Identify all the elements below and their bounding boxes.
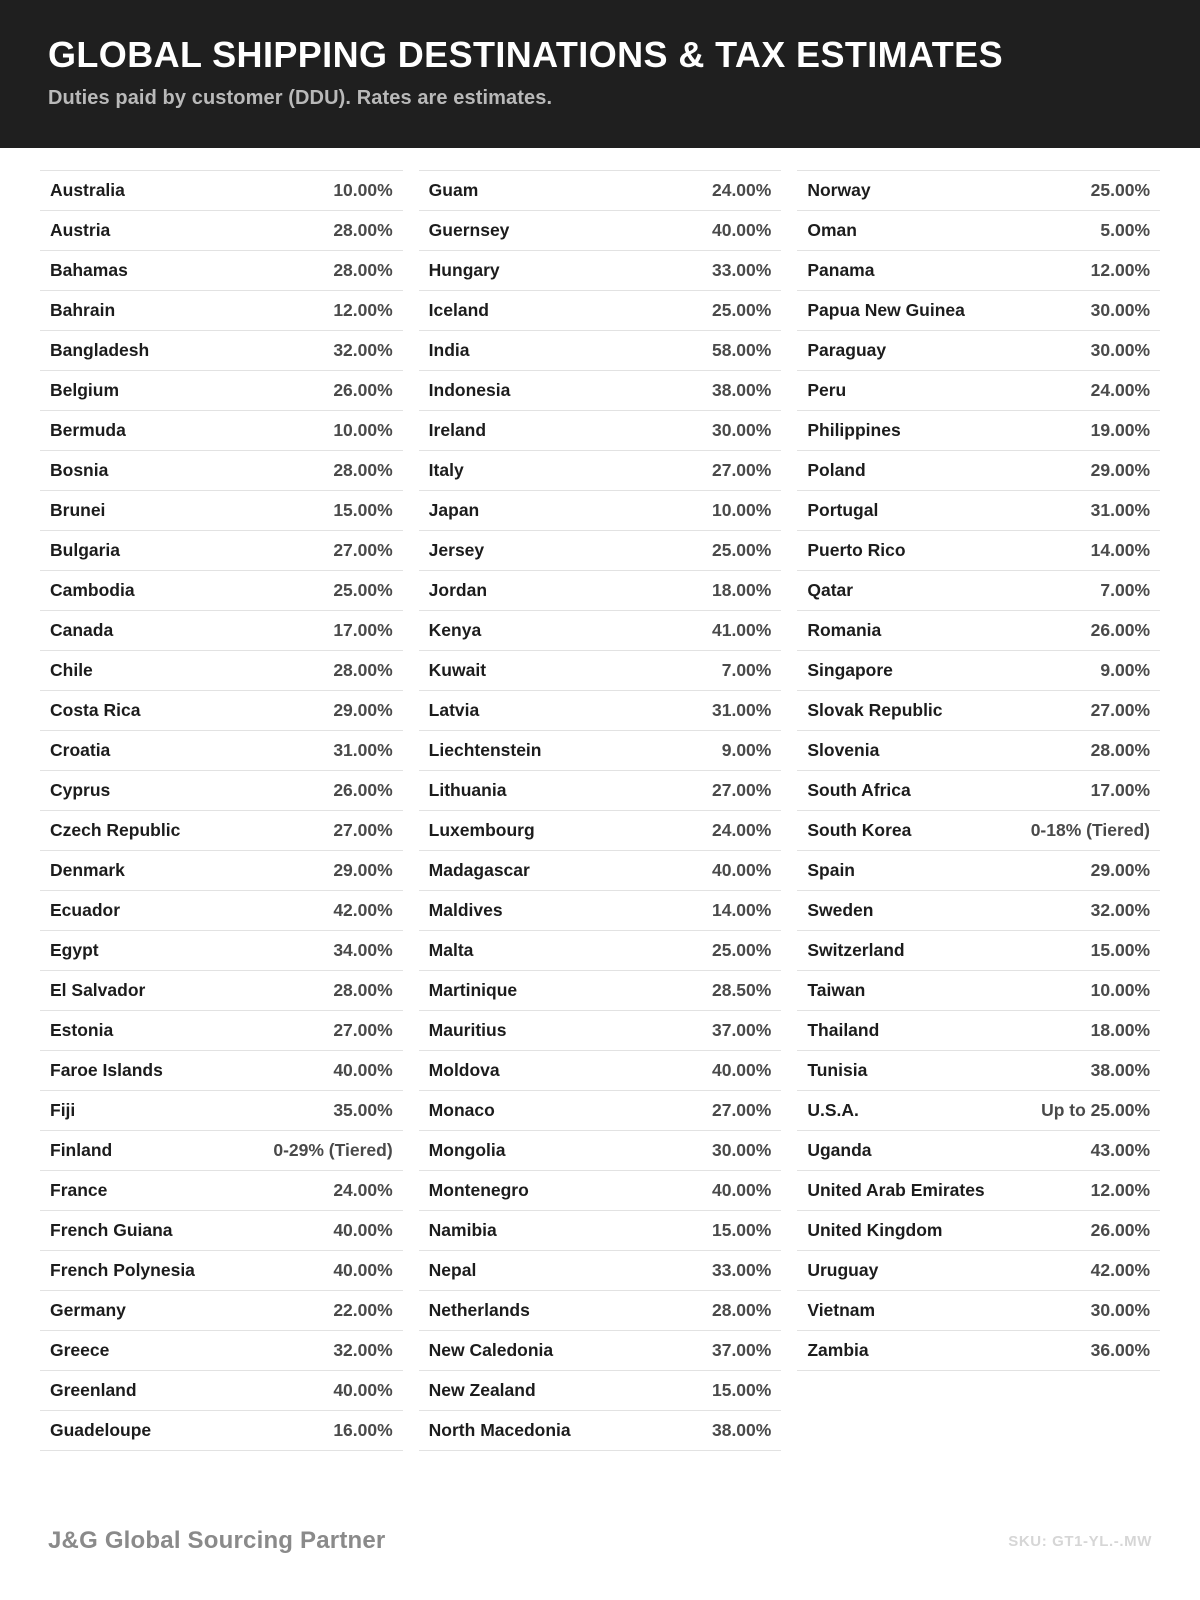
- tax-rate-value: 10.00%: [333, 420, 393, 440]
- tax-rate-value: 15.00%: [333, 500, 393, 520]
- table-row: [419, 491, 782, 531]
- country-label: Qatar: [807, 580, 854, 600]
- page-subtitle: Duties paid by customer (DDU). Rates are estimates.: [48, 87, 553, 110]
- country-label: El Salvador: [50, 980, 146, 1000]
- table-row: [797, 491, 1160, 531]
- table-row: [419, 1171, 782, 1211]
- table-row: [419, 1291, 782, 1331]
- destination-column-3: [797, 170, 1160, 1371]
- tax-rate-value: 40.00%: [333, 1220, 393, 1240]
- table-row: [40, 211, 403, 251]
- country-label: Austria: [50, 220, 111, 240]
- table-row: [40, 371, 403, 411]
- country-label: Nepal: [428, 1260, 477, 1280]
- tax-rate-value: 27.00%: [333, 1020, 393, 1040]
- table-row: [419, 451, 782, 491]
- tax-rate-value: 40.00%: [333, 1260, 393, 1280]
- tax-rate-value: 15.00%: [711, 1380, 772, 1400]
- table-row: [419, 611, 782, 651]
- tax-rate-value: 40.00%: [711, 1060, 772, 1080]
- tax-rate-value: 37.00%: [711, 1020, 772, 1040]
- table-row: [797, 211, 1160, 251]
- table-row: [419, 731, 782, 771]
- tax-rate-value: 32.00%: [333, 340, 393, 360]
- table-row: [419, 1011, 782, 1051]
- tax-rate-value: 29.00%: [333, 700, 393, 720]
- country-label: Liechtenstein: [428, 740, 542, 760]
- table-row: [419, 811, 782, 851]
- country-label: Iceland: [428, 300, 489, 320]
- destination-column-2: [419, 170, 782, 1451]
- tax-rate-value: 30.00%: [1090, 340, 1151, 360]
- country-label: Luxembourg: [428, 820, 535, 840]
- table-row: [419, 571, 782, 611]
- country-label: Jordan: [428, 580, 488, 600]
- tax-rate-value: 25.00%: [333, 580, 393, 600]
- country-label: South Korea: [807, 820, 912, 840]
- table-row: [40, 491, 403, 531]
- tax-rate-value: 15.00%: [1090, 940, 1151, 960]
- table-row: [419, 1211, 782, 1251]
- table-row: [40, 1331, 403, 1371]
- table-row: [797, 451, 1160, 491]
- country-label: United Arab Emirates: [807, 1180, 985, 1200]
- country-label: Philippines: [807, 420, 901, 440]
- table-row: [40, 531, 403, 571]
- country-label: French Polynesia: [50, 1260, 195, 1280]
- tax-rate-value: 24.00%: [711, 820, 772, 840]
- country-label: Guernsey: [428, 220, 510, 240]
- table-row: [419, 651, 782, 691]
- page-footer: [0, 1482, 1200, 1600]
- country-label: Netherlands: [428, 1300, 530, 1320]
- country-label: Taiwan: [807, 980, 866, 1000]
- tax-rate-value: 30.00%: [711, 1140, 772, 1160]
- country-label: India: [428, 340, 470, 360]
- tax-rate-value: 28.50%: [711, 980, 772, 1000]
- tax-rate-value: 14.00%: [711, 900, 772, 920]
- country-label: Switzerland: [807, 940, 905, 960]
- country-label: Slovenia: [807, 740, 880, 760]
- table-row: [797, 1331, 1160, 1371]
- tax-rate-value: 58.00%: [711, 340, 772, 360]
- tax-rate-value: 30.00%: [711, 420, 772, 440]
- table-row: [797, 411, 1160, 451]
- tax-rate-value: 32.00%: [1090, 900, 1151, 920]
- tax-rate-value: 32.00%: [333, 1340, 393, 1360]
- table-row: [40, 571, 403, 611]
- table-row: [797, 651, 1160, 691]
- tax-rate-value: 28.00%: [711, 1300, 772, 1320]
- tax-rate-value: 27.00%: [333, 820, 393, 840]
- tax-rate-value: 9.00%: [721, 740, 772, 760]
- country-label: Montenegro: [428, 1180, 529, 1200]
- country-label: Estonia: [50, 1020, 114, 1040]
- country-label: Jersey: [428, 540, 485, 560]
- tax-rate-value: 26.00%: [333, 780, 393, 800]
- tax-rate-value: 26.00%: [333, 380, 393, 400]
- country-label: Italy: [428, 460, 464, 480]
- tax-rate-value: 5.00%: [1100, 220, 1151, 240]
- tax-rate-value: 41.00%: [711, 620, 772, 640]
- table-row: [419, 691, 782, 731]
- table-row: [419, 1091, 782, 1131]
- table-row: [419, 251, 782, 291]
- country-label: Monaco: [428, 1100, 495, 1120]
- tax-rate-value: 42.00%: [333, 900, 393, 920]
- table-row: [797, 611, 1160, 651]
- table-row: [419, 211, 782, 251]
- tax-rate-value: 31.00%: [1090, 500, 1151, 520]
- table-row: [419, 1131, 782, 1171]
- destination-columns: [0, 148, 1200, 1482]
- tax-rate-value: 28.00%: [333, 260, 393, 280]
- table-row: [797, 1011, 1160, 1051]
- tax-rate-value: 27.00%: [711, 780, 772, 800]
- table-row: [419, 931, 782, 971]
- tax-rate-value: 30.00%: [1090, 1300, 1151, 1320]
- table-row: [40, 411, 403, 451]
- table-row: [40, 611, 403, 651]
- country-label: Malta: [428, 940, 474, 960]
- country-label: Maldives: [428, 900, 503, 920]
- tax-rate-value: 40.00%: [711, 860, 772, 880]
- country-label: Greece: [50, 1340, 110, 1360]
- tax-rate-value: 24.00%: [711, 180, 772, 200]
- table-row: [40, 891, 403, 931]
- table-row: [40, 691, 403, 731]
- tax-rate-value: 37.00%: [711, 1340, 772, 1360]
- table-row: [419, 771, 782, 811]
- tax-rate-value: 16.00%: [333, 1420, 393, 1440]
- tax-rate-value: 25.00%: [711, 940, 772, 960]
- country-label: Martinique: [428, 980, 518, 1000]
- tax-rate-value: 26.00%: [1090, 620, 1151, 640]
- tax-rate-value: 28.00%: [333, 660, 393, 680]
- country-label: Oman: [807, 220, 857, 240]
- tax-rate-value: 18.00%: [1090, 1020, 1151, 1040]
- tax-rate-value: 10.00%: [711, 500, 772, 520]
- country-label: France: [50, 1180, 108, 1200]
- tax-rate-value: 12.00%: [333, 300, 393, 320]
- country-label: Vietnam: [807, 1300, 876, 1320]
- table-row: [40, 1091, 403, 1131]
- country-label: Belgium: [50, 380, 120, 400]
- country-label: Moldova: [428, 1060, 500, 1080]
- country-label: Puerto Rico: [807, 540, 906, 560]
- tax-rate-value: 0-18% (Tiered): [1030, 820, 1151, 840]
- table-row: [797, 531, 1160, 571]
- table-row: [797, 811, 1160, 851]
- table-row: [419, 1411, 782, 1451]
- table-row: [797, 331, 1160, 371]
- country-label: Chile: [50, 660, 93, 680]
- table-row: [797, 371, 1160, 411]
- tax-rate-value: 24.00%: [1090, 380, 1151, 400]
- tax-rate-value: 10.00%: [1090, 980, 1151, 1000]
- tax-rate-value: 27.00%: [333, 540, 393, 560]
- country-label: Canada: [50, 620, 114, 640]
- table-row: [419, 291, 782, 331]
- table-row: [419, 1051, 782, 1091]
- destination-column-1: [40, 170, 403, 1451]
- table-row: [40, 731, 403, 771]
- country-label: Costa Rica: [50, 700, 141, 720]
- table-row: [40, 1211, 403, 1251]
- tax-rate-value: 17.00%: [333, 620, 393, 640]
- table-row: [40, 1051, 403, 1091]
- country-label: Romania: [807, 620, 882, 640]
- table-row: [419, 331, 782, 371]
- country-label: North Macedonia: [428, 1420, 571, 1440]
- country-label: Uganda: [807, 1140, 872, 1160]
- tax-rate-value: 30.00%: [1090, 300, 1151, 320]
- country-label: Finland: [50, 1140, 113, 1160]
- tax-rate-value: 40.00%: [711, 220, 772, 240]
- tax-rate-value: 33.00%: [711, 260, 772, 280]
- table-row: [40, 1291, 403, 1331]
- country-label: Sweden: [807, 900, 874, 920]
- country-label: Papua New Guinea: [807, 300, 965, 320]
- tax-rate-value: 27.00%: [711, 460, 772, 480]
- country-label: Cyprus: [50, 780, 111, 800]
- tax-rate-value: 31.00%: [333, 740, 393, 760]
- page-header: [0, 0, 1200, 148]
- country-label: Slovak Republic: [807, 700, 943, 720]
- tax-rate-value: 36.00%: [1090, 1340, 1151, 1360]
- country-label: Peru: [807, 380, 847, 400]
- country-label: Tunisia: [807, 1060, 868, 1080]
- country-label: United Kingdom: [807, 1220, 943, 1240]
- tax-rate-value: 28.00%: [333, 980, 393, 1000]
- country-label: New Zealand: [428, 1380, 536, 1400]
- table-row: [797, 971, 1160, 1011]
- table-row: [40, 331, 403, 371]
- country-label: Australia: [50, 180, 125, 200]
- country-label: Uruguay: [807, 1260, 879, 1280]
- tax-rate-value: 43.00%: [1090, 1140, 1151, 1160]
- table-row: [797, 251, 1160, 291]
- table-row: [40, 1251, 403, 1291]
- footer-sku: SKU: GT1-YL.-.MW: [1008, 1532, 1152, 1550]
- table-row: [797, 1171, 1160, 1211]
- tax-rate-value: 29.00%: [1090, 860, 1151, 880]
- tax-rate-value: 10.00%: [333, 180, 393, 200]
- tax-rate-value: 31.00%: [711, 700, 772, 720]
- tax-rate-value: 40.00%: [711, 1180, 772, 1200]
- table-row: [797, 1091, 1160, 1131]
- table-row: [419, 411, 782, 451]
- table-row: [797, 1251, 1160, 1291]
- table-row: [797, 1291, 1160, 1331]
- table-row: [797, 1211, 1160, 1251]
- table-row: [40, 170, 403, 211]
- table-row: [40, 1131, 403, 1171]
- tax-rate-value: 26.00%: [1090, 1220, 1151, 1240]
- country-label: Ireland: [428, 420, 487, 440]
- tax-rate-value: 24.00%: [333, 1180, 393, 1200]
- table-row: [40, 851, 403, 891]
- tax-rate-value: 40.00%: [333, 1380, 393, 1400]
- country-label: Guam: [428, 180, 479, 200]
- country-label: Thailand: [807, 1020, 880, 1040]
- tax-rate-value: 27.00%: [711, 1100, 772, 1120]
- country-label: Poland: [807, 460, 866, 480]
- country-label: Spain: [807, 860, 855, 880]
- tax-rate-value: 42.00%: [1090, 1260, 1151, 1280]
- country-label: Cambodia: [50, 580, 135, 600]
- table-row: [797, 1051, 1160, 1091]
- table-row: [797, 1131, 1160, 1171]
- country-label: Bermuda: [50, 420, 126, 440]
- country-label: Brunei: [50, 500, 106, 520]
- tax-rate-value: 25.00%: [711, 540, 772, 560]
- table-row: [419, 851, 782, 891]
- country-label: Czech Republic: [50, 820, 181, 840]
- country-label: Germany: [50, 1300, 126, 1320]
- country-label: Singapore: [807, 660, 893, 680]
- table-row: [797, 691, 1160, 731]
- table-row: [419, 1331, 782, 1371]
- country-label: Egypt: [50, 940, 99, 960]
- footer-brand: J&G Global Sourcing Partner: [48, 1527, 386, 1554]
- table-row: [40, 451, 403, 491]
- table-row: [40, 651, 403, 691]
- tax-rate-value: 17.00%: [1090, 780, 1151, 800]
- country-label: South Africa: [807, 780, 911, 800]
- table-row: [419, 531, 782, 571]
- country-label: Kenya: [428, 620, 482, 640]
- country-label: Bahrain: [50, 300, 116, 320]
- table-row: [797, 851, 1160, 891]
- table-row: [419, 971, 782, 1011]
- tax-rate-value: 7.00%: [1100, 580, 1151, 600]
- country-label: Greenland: [50, 1380, 137, 1400]
- table-row: [419, 371, 782, 411]
- table-row: [797, 771, 1160, 811]
- country-label: Norway: [807, 180, 871, 200]
- tax-rate-value: 14.00%: [1090, 540, 1151, 560]
- tax-rate-value: 27.00%: [1090, 700, 1151, 720]
- country-label: Bulgaria: [50, 540, 121, 560]
- table-row: [40, 251, 403, 291]
- tax-rate-value: 25.00%: [1090, 180, 1151, 200]
- table-row: [40, 291, 403, 331]
- country-label: Fiji: [50, 1100, 76, 1120]
- tax-rate-value: 28.00%: [333, 460, 393, 480]
- tax-rate-value: 33.00%: [711, 1260, 772, 1280]
- table-row: [797, 891, 1160, 931]
- tax-rate-value: 29.00%: [1090, 460, 1151, 480]
- table-row: [40, 931, 403, 971]
- tax-rate-value: 34.00%: [333, 940, 393, 960]
- tax-rate-value: 35.00%: [333, 1100, 393, 1120]
- country-label: Zambia: [807, 1340, 869, 1360]
- tax-rate-value: 19.00%: [1090, 420, 1151, 440]
- tax-rate-value: 18.00%: [711, 580, 772, 600]
- table-row: [40, 971, 403, 1011]
- country-label: Kuwait: [428, 660, 487, 680]
- country-label: Indonesia: [428, 380, 511, 400]
- tax-rate-value: 9.00%: [1100, 660, 1151, 680]
- country-label: Bangladesh: [50, 340, 150, 360]
- tax-rate-value: 0-29% (Tiered): [273, 1140, 393, 1160]
- table-row: [797, 170, 1160, 211]
- tax-rate-value: 38.00%: [1090, 1060, 1151, 1080]
- country-label: Namibia: [428, 1220, 497, 1240]
- country-label: Bahamas: [50, 260, 128, 280]
- tax-rate-value: 25.00%: [711, 300, 772, 320]
- country-label: Portugal: [807, 500, 879, 520]
- country-label: Madagascar: [428, 860, 530, 880]
- table-row: [797, 731, 1160, 771]
- country-label: Panama: [807, 260, 875, 280]
- table-row: [419, 1371, 782, 1411]
- table-row: [40, 1411, 403, 1451]
- country-label: Guadeloupe: [50, 1420, 152, 1440]
- country-label: Lithuania: [428, 780, 507, 800]
- country-label: Ecuador: [50, 900, 121, 920]
- table-row: [40, 1171, 403, 1211]
- country-label: Faroe Islands: [50, 1060, 163, 1080]
- table-row: [797, 571, 1160, 611]
- table-row: [797, 291, 1160, 331]
- country-label: Paraguay: [807, 340, 887, 360]
- table-row: [40, 1371, 403, 1411]
- tax-rate-value: 7.00%: [721, 660, 772, 680]
- country-label: Mongolia: [428, 1140, 506, 1160]
- tax-rate-value: 12.00%: [1090, 1180, 1151, 1200]
- tax-rate-value: 28.00%: [1090, 740, 1151, 760]
- table-row: [419, 1251, 782, 1291]
- table-row: [419, 891, 782, 931]
- country-label: New Caledonia: [428, 1340, 554, 1360]
- country-label: Mauritius: [428, 1020, 507, 1040]
- tax-rate-value: 29.00%: [333, 860, 393, 880]
- table-row: [40, 1011, 403, 1051]
- country-label: Croatia: [50, 740, 111, 760]
- country-label: Denmark: [50, 860, 125, 880]
- tax-rate-value: 12.00%: [1090, 260, 1151, 280]
- tax-rate-value: 38.00%: [711, 1420, 772, 1440]
- tax-rate-value: 38.00%: [711, 380, 772, 400]
- country-label: Japan: [428, 500, 480, 520]
- tax-rate-value: 22.00%: [333, 1300, 393, 1320]
- country-label: Bosnia: [50, 460, 109, 480]
- country-label: Hungary: [428, 260, 500, 280]
- table-row: [40, 771, 403, 811]
- tax-rate-value: 40.00%: [333, 1060, 393, 1080]
- country-label: French Guiana: [50, 1220, 173, 1240]
- table-row: [40, 811, 403, 851]
- tax-rate-value: 28.00%: [333, 220, 393, 240]
- country-label: Latvia: [428, 700, 480, 720]
- tax-rate-value: 15.00%: [711, 1220, 772, 1240]
- table-row: [797, 931, 1160, 971]
- country-label: U.S.A.: [807, 1100, 859, 1120]
- tax-rate-value: Up to 25.00%: [1041, 1100, 1151, 1120]
- table-row: [419, 170, 782, 211]
- page-title: GLOBAL SHIPPING DESTINATIONS & TAX ESTIMATES: [48, 34, 1003, 75]
